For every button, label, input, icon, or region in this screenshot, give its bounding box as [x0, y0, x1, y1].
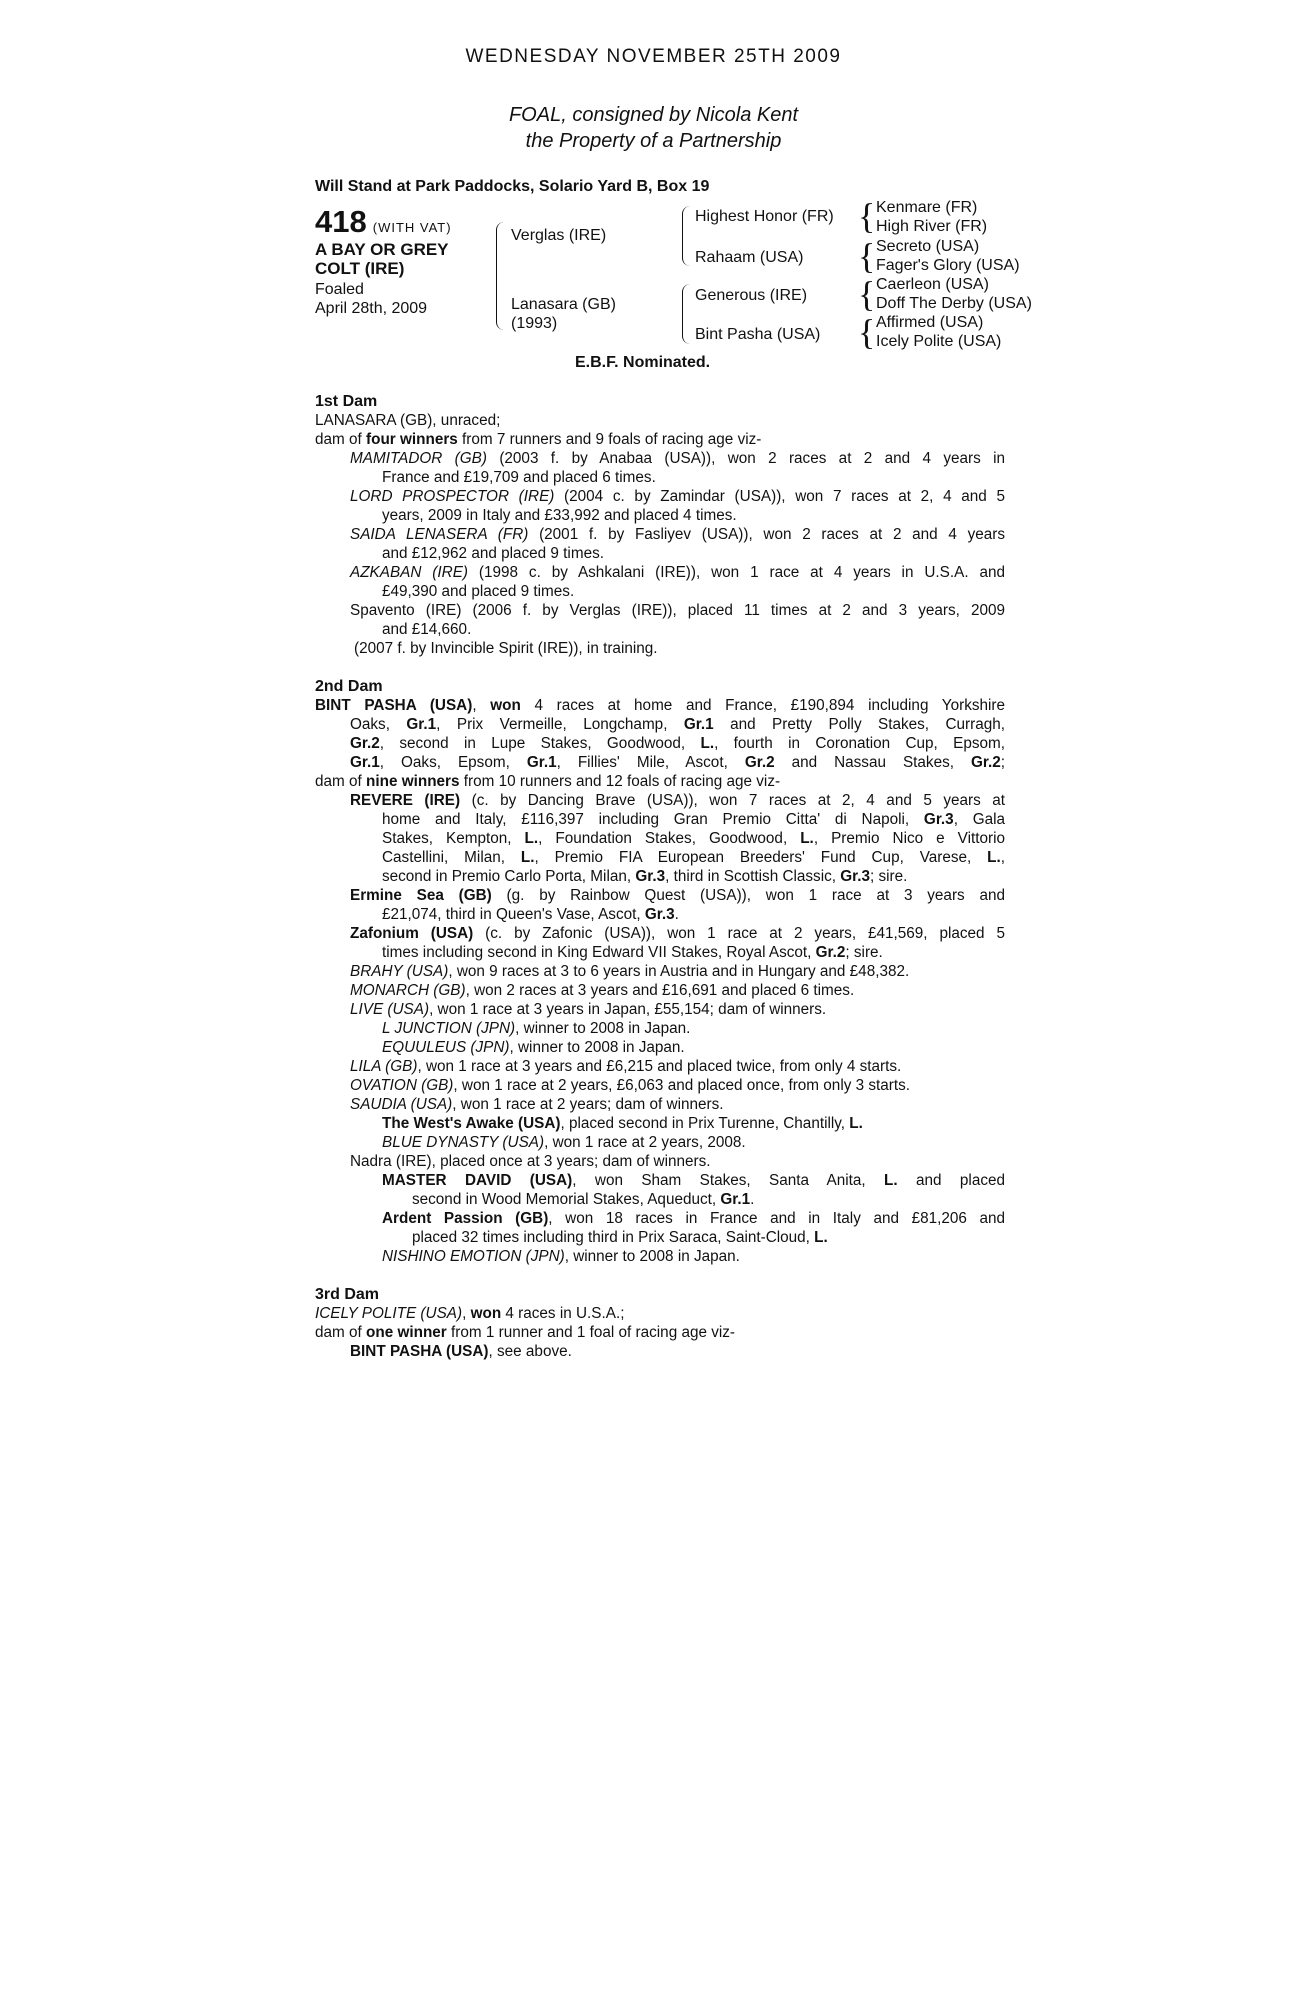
produce-record: Spavento (IRE) (2006 f. by Verglas (IRE)), placed 11 times at 2 and 3 years, 2009 — [350, 602, 1005, 619]
lot-header — [315, 204, 452, 240]
dam-of-line: dam of one winner from 1 runner and 1 foal of racing age viz- — [315, 1324, 736, 1341]
sire-sire-sire: Kenmare (FR) — [876, 199, 978, 216]
property-line: the Property of a Partnership — [525, 130, 782, 152]
produce-record: BRAHY (USA), won 9 races at 3 to 6 years in Austria and in Hungary and £48,382. — [350, 963, 910, 980]
produce-record: AZKABAN (IRE) (1998 c. by Ashkalani (IRE)), won 1 race at 4 years in U.S.A. and — [350, 564, 1005, 581]
second-dam-heading: 2nd Dam — [315, 678, 383, 695]
sire-dam-sire: Secreto (USA) — [876, 238, 980, 255]
sire-sire-dam: High River (FR) — [876, 218, 988, 235]
produce-record-cont: and £12,962 and placed 9 times. — [382, 545, 604, 562]
vat-note: (WITH VAT) — [372, 220, 452, 235]
produce-record: LIVE (USA), won 1 race at 3 years in Japan, £55,154; dam of winners. — [350, 1001, 827, 1018]
pedigree-brace — [682, 284, 690, 344]
produce-record-cont: France and £19,709 and placed 6 times. — [382, 469, 656, 486]
section-gap — [315, 1266, 1005, 1285]
pedigree-brace — [682, 206, 690, 266]
dam-dam-sire: Affirmed (USA) — [876, 314, 984, 331]
produce-record: Ermine Sea (GB) (g. by Rainbow Quest (USA)), won 1 race at 3 years and — [350, 887, 1005, 904]
dam-of-line: dam of four winners from 7 runners and 9 foals of racing age viz- — [315, 431, 762, 448]
second-dam-record-cont: Gr.1, Oaks, Epsom, Gr.1, Fillies' Mile, Ascot, Gr.2 and Nassau Stakes, Gr.2; — [350, 754, 1005, 771]
sire-sire: Highest Honor (FR) — [695, 208, 834, 225]
produce-record-cont: £49,390 and placed 9 times. — [382, 583, 575, 600]
dam-of-line: dam of nine winners from 10 runners and 12 foals of racing age viz- — [315, 773, 781, 790]
produce-record: Nadra (IRE), placed once at 3 years; dam of winners. — [350, 1153, 711, 1170]
sale-date: WEDNESDAY NOVEMBER 25TH 2009 — [465, 46, 842, 67]
sire-dam-dam: Fager's Glory (USA) — [876, 257, 1020, 274]
dam-sire-sire: Caerleon (USA) — [876, 276, 989, 293]
produce-record-cont: times including second in King Edward VII Stakes, Royal Ascot, Gr.2; sire. — [382, 944, 883, 961]
lot-name-line: COLT (IRE) — [315, 259, 405, 278]
lot-name-line: A BAY OR GREY — [315, 240, 449, 259]
grand-produce-record: Ardent Passion (GB), won 18 races in France and in Italy and £81,206 and — [382, 1210, 1005, 1227]
foaled-info — [315, 280, 427, 318]
produce-record-cont: second in Premio Carlo Porta, Milan, Gr.3, third in Scottish Classic, Gr.3; sire. — [382, 868, 908, 885]
dam-sire-dam: Doff The Derby (USA) — [876, 295, 1032, 312]
consignment — [0, 102, 1307, 154]
produce-record-cont: Castellini, Milan, L., Premio FIA European Breeders' Fund Cup, Varese, L., — [382, 849, 1005, 866]
produce-record-cont: and £14,660. — [382, 621, 472, 638]
lot-description — [315, 240, 475, 278]
section-gap — [315, 658, 1005, 677]
pedigree-brace: { — [858, 196, 876, 236]
family-details — [315, 392, 1005, 1361]
grand-produce-record: NISHINO EMOTION (JPN), winner to 2008 in Japan. — [382, 1248, 740, 1265]
grand-produce-record: The West's Awake (USA), placed second in Prix Turenne, Chantilly, L. — [382, 1115, 863, 1132]
produce-record: (2007 f. by Invincible Spirit (IRE)), in training. — [354, 640, 658, 657]
produce-record: BINT PASHA (USA), see above. — [350, 1343, 572, 1360]
dam-year: (1993) — [511, 315, 558, 332]
produce-record: SAIDA LENASERA (FR) (2001 f. by Fasliyev (USA)), won 2 races at 2 and 4 years — [350, 526, 1006, 543]
grand-produce-record: MASTER DAVID (USA), won Sham Stakes, Santa Anita, L. and placed — [382, 1172, 1005, 1189]
second-dam-record-cont: Oaks, Gr.1, Prix Vermeille, Longchamp, Gr.1 and Pretty Polly Stakes, Curragh, — [350, 716, 1006, 733]
grand-produce-record: L JUNCTION (JPN), winner to 2008 in Japan. — [382, 1020, 691, 1037]
stand-location: Will Stand at Park Paddocks, Solario Yard B, Box 19 — [315, 178, 710, 195]
sire: Verglas (IRE) — [511, 227, 607, 244]
first-dam-heading: 1st Dam — [315, 393, 378, 410]
pedigree-brace: { — [858, 274, 876, 314]
lot-number: 418 — [315, 204, 367, 239]
grand-produce-record-cont: second in Wood Memorial Stakes, Aqueduct, Gr.1. — [412, 1191, 755, 1208]
second-dam-record: BINT PASHA (USA), won 4 races at home and France, £190,894 including Yorkshire — [315, 697, 1006, 714]
dam-dam: Bint Pasha (USA) — [695, 326, 821, 343]
produce-record: SAUDIA (USA), won 1 race at 2 years; dam of winners. — [350, 1096, 724, 1113]
produce-record-cont: years, 2009 in Italy and £33,992 and placed 4 times. — [382, 507, 737, 524]
produce-record: LORD PROSPECTOR (IRE) (2004 c. by Zamindar (USA)), won 7 races at 2, 4 and 5 — [350, 488, 1005, 505]
dam: Lanasara (GB) — [511, 296, 616, 313]
produce-record: OVATION (GB), won 1 race at 2 years, £6,063 and placed once, from only 3 starts. — [350, 1077, 911, 1094]
dam-dam-dam: Icely Polite (USA) — [876, 333, 1002, 350]
sire-dam: Rahaam (USA) — [695, 249, 804, 266]
produce-record-cont: Stakes, Kempton, L., Foundation Stakes, Goodwood, L., Premio Nico e Vittorio — [382, 830, 1005, 847]
pedigree-brace — [496, 222, 505, 330]
dam-name-line: LANASARA (GB), unraced; — [315, 412, 501, 429]
produce-record: REVERE (IRE) (c. by Dancing Brave (USA)), won 7 races at 2, 4 and 5 years at — [350, 792, 1005, 809]
produce-record-cont: home and Italy, £116,397 including Gran Premio Citta' di Napoli, Gr.3, Gala — [382, 811, 1006, 828]
dam-sire: Generous (IRE) — [695, 287, 808, 304]
foaled-label: Foaled — [315, 281, 364, 298]
consignor-line: FOAL, consigned by Nicola Kent — [508, 104, 799, 126]
ebf-nominated: E.B.F. Nominated. — [575, 354, 711, 371]
produce-record: MAMITADOR (GB) (2003 f. by Anabaa (USA)), won 2 races at 2 and 4 years in — [350, 450, 1005, 467]
grand-produce-record: EQUULEUS (JPN), winner to 2008 in Japan. — [382, 1039, 685, 1056]
produce-record: LILA (GB), won 1 race at 3 years and £6,215 and placed twice, from only 4 starts. — [350, 1058, 902, 1075]
grand-produce-record-cont: placed 32 times including third in Prix Saraca, Saint-Cloud, L. — [412, 1229, 828, 1246]
second-dam-record-cont: Gr.2, second in Lupe Stakes, Goodwood, L., fourth in Coronation Cup, Epsom, — [350, 735, 1005, 752]
produce-record-cont: £21,074, third in Queen's Vase, Ascot, Gr.3. — [382, 906, 679, 923]
pedigree-brace: { — [858, 236, 876, 276]
third-dam-heading: 3rd Dam — [315, 1286, 380, 1303]
foaled-date: April 28th, 2009 — [315, 300, 428, 317]
pedigree-brace: { — [858, 312, 876, 352]
third-dam-record: ICELY POLITE (USA), won 4 races in U.S.A.; — [315, 1305, 625, 1322]
produce-record: MONARCH (GB), won 2 races at 3 years and £16,691 and placed 6 times. — [350, 982, 855, 999]
produce-record: Zafonium (USA) (c. by Zafonic (USA)), won 1 race at 2 years, £41,569, placed 5 — [350, 925, 1005, 942]
grand-produce-record: BLUE DYNASTY (USA), won 1 race at 2 years, 2008. — [382, 1134, 746, 1151]
